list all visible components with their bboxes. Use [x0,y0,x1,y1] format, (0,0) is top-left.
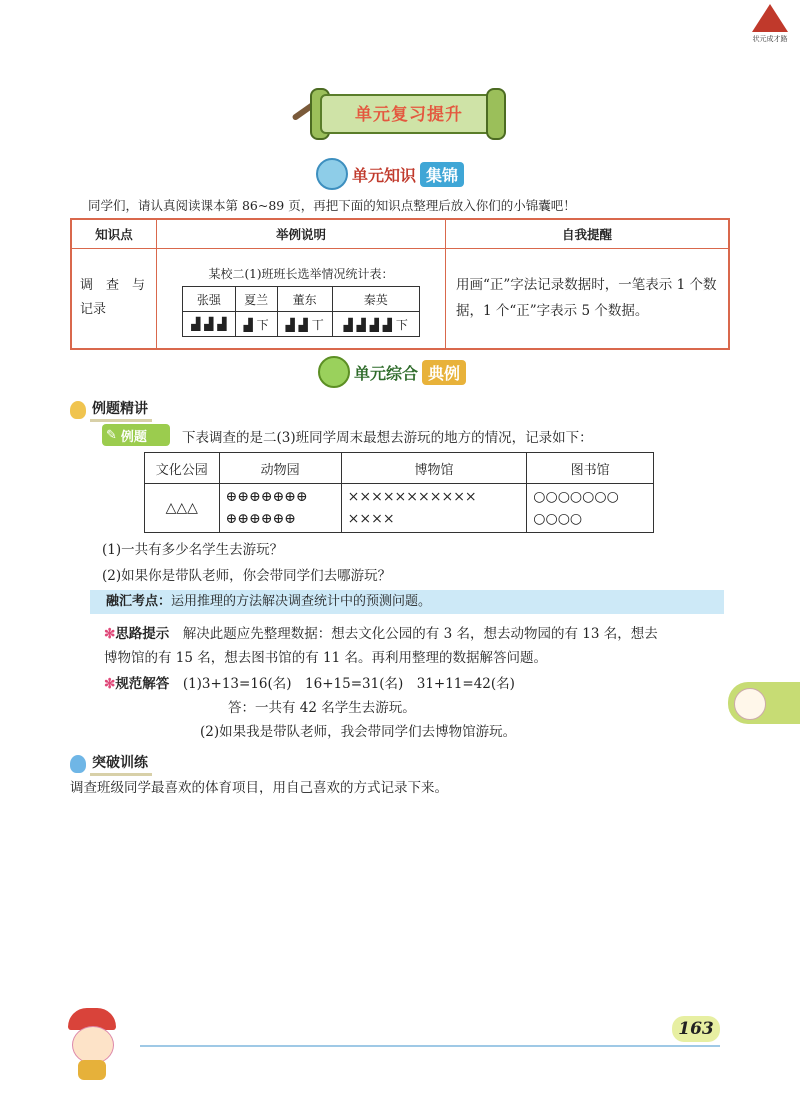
lightbulb-icon [70,755,86,773]
flame-logo-icon [752,4,788,32]
vote-name: 董东 [277,287,332,312]
vote-name: 张强 [183,287,235,312]
answer-label: 规范解答 [115,676,170,692]
publisher-logo [748,4,792,46]
publisher-logo-text: 状元成才路 [752,35,788,43]
knowledge-section-header [316,160,464,188]
survey-cell-museum: ××××××××××× ×××× [341,484,527,533]
vote-tally: ▟ 下 [235,312,277,337]
example-lecture-header [70,398,152,422]
flower-icon: ✻ [104,626,116,642]
frog-mascot-icon [318,356,350,388]
survey-header: 动物园 [219,453,341,484]
question-1: (1)一共有多少名学生去游玩？ [102,542,284,558]
survey-header: 文化公园 [145,453,220,484]
survey-cell-zoo: ⊕⊕⊕⊕⊕⊕⊕ ⊕⊕⊕⊕⊕⊕ [219,484,341,533]
scroll-roll-right [486,88,506,140]
survey-cell-library: ○○○○○○○ ○○○○ [527,484,654,533]
example-section-badge: 典例 [422,360,466,385]
key-point-label: 融汇考点： [106,594,172,609]
header-reminder: 自我提醒 [446,219,730,249]
banner-title: 单元复习提升 [355,105,463,125]
knowledge-section-badge: 集锦 [420,162,464,187]
reminder-cell: 用画“正”字法记录数据时，一笔表示 1 个数据，1 个“正”字表示 5 个数据。 [446,249,730,349]
vote-name: 秦英 [332,287,419,312]
survey-header: 博物馆 [341,453,527,484]
hint-line-1: 解决此题应先整理数据：想去文化公园的有 3 名，想去动物园的有 13 名，想去 [182,626,658,642]
vote-table-title: 某校二(1)班班长选举情况统计表： [208,267,394,282]
survey-header: 图书馆 [527,453,654,484]
hint-line-2: 博物馆的有 15 名，想去图书馆的有 11 名。再利用整理的数据解答问题。 [104,650,548,666]
training-task: 调查班级同学最喜欢的体育项目，用自己喜欢的方式记录下来。 [70,780,448,796]
example-lecture-title: 例题精讲 [90,398,152,422]
answer-line-1: (1)3+13=16(名) 16+15=31(名) 31+11=42(名) [182,676,515,692]
example-section-title: 单元综合 [354,363,419,383]
question-2: (2)如果你是带队老师，你会带同学们去哪游玩？ [102,568,392,584]
topic-cell: 调 查 与 记录 [71,249,157,349]
pencil-icon: ✎ [106,427,117,443]
answer-line-2: 答：一共有 42 名学生去游玩。 [228,700,416,716]
vote-table [182,286,419,337]
survey-cell-park: △△△ [145,484,220,533]
training-header [70,752,152,776]
question-intro: 下表调查的是二(3)班同学周末最想去游玩的地方的情况，记录如下： [182,430,593,446]
page-number: 163 [672,1016,720,1042]
mouse-mascot-icon [316,158,348,190]
example-section-header [318,358,466,386]
survey-table [144,452,654,533]
vote-name: 夏兰 [235,287,277,312]
hint-block [104,622,734,670]
key-point-bar [90,590,724,614]
kid-mascot-icon [62,1008,122,1080]
sheep-face-icon [734,688,766,720]
footer-line [140,1045,720,1047]
header-example: 举例说明 [157,219,446,249]
vote-tally: ▟ ▟ 丅 [277,312,332,337]
hint-label: 思路提示 [115,626,170,642]
knowledge-section-title: 单元知识 [352,165,417,185]
side-tab [728,682,800,724]
lightbulb-icon [70,401,86,419]
example-label: 例题 [120,429,147,445]
vote-tally: ▟ ▟ ▟ ▟ 下 [332,312,419,337]
example-label-badge [102,424,170,446]
flower-icon: ✻ [104,676,116,692]
example-cell [157,249,446,349]
knowledge-intro: 同学们，请认真阅读课本第 86~89 页，再把下面的知识点整理后放入你们的小锦囊吧！ [88,198,576,213]
training-title: 突破训练 [90,752,152,776]
header-knowledge-point: 知识点 [71,219,157,249]
answer-line-3: (2)如果我是带队老师，我会带同学们去博物馆游玩。 [200,724,517,740]
key-point-text: 运用推理的方法解决调查统计中的预测问题。 [171,594,432,609]
answer-block [104,672,724,744]
chapter-banner [290,88,520,140]
vote-tally: ▟ ▟ ▟ [183,312,235,337]
knowledge-table [70,218,730,350]
